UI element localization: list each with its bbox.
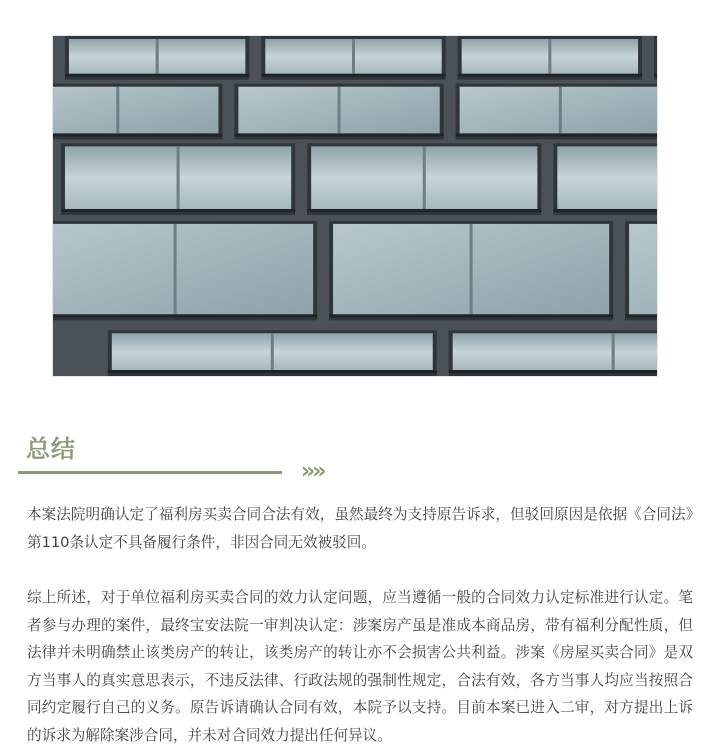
window-sill xyxy=(261,74,445,77)
window-sill xyxy=(65,74,249,77)
window-glass xyxy=(557,146,657,209)
window-mullion xyxy=(559,87,562,134)
window-glass xyxy=(53,87,218,134)
summary-paragraph-1: 本案法院明确认定了福利房买卖合同合法有效，虽然最终为支持原告诉求，但驳回原因是依据《合同法》第110条认定不具备履行条件，非因合同无效被驳回。 xyxy=(27,506,693,551)
window-mullion xyxy=(338,87,341,134)
window-glass xyxy=(460,87,657,134)
window-mullion xyxy=(548,39,551,74)
summary-paragraph-2: 综上所述，对于单位福利房买卖合同的效力认定问题，应当遵循一般的合同效力认定标准进行认定。笔者参与办理的案件，最终宝安法院一审判决认定：涉案房产虽是准成本商品房，带有福利分配性质，但法律并未明确禁止该类房产的转让，该类房产的转让亦不会损害公共利益。涉案《房屋买卖合同》是双方当事人的真实意思表示，不违反法律、行政法规的强制性规定，合法有效，各方当事人均应当按照合同约定履行自己的义务。原告诉请确认合同有效，本院予以支持。目前本案已进入二审，对方提出上诉的诉求为解除案涉合同，并未对合同效力提出任何异议。 xyxy=(27,589,693,744)
window-mullion xyxy=(177,146,180,209)
window-sill xyxy=(108,370,437,373)
window-glass xyxy=(53,224,313,314)
window-sill xyxy=(53,314,317,317)
window-sill xyxy=(61,209,295,212)
window-mullion xyxy=(612,333,615,370)
window-mullion xyxy=(174,224,177,314)
window-mullion xyxy=(156,39,159,74)
window-sill xyxy=(458,74,642,77)
title-underline xyxy=(18,471,282,474)
window-sill xyxy=(625,314,657,317)
window-mullion xyxy=(271,333,274,370)
window-mullion xyxy=(423,146,426,209)
window-sill xyxy=(449,370,657,373)
window-sill xyxy=(307,209,541,212)
window-sill xyxy=(654,74,657,77)
window-mullion xyxy=(470,224,473,314)
glass-facade-illustration xyxy=(53,36,657,376)
window-mullion xyxy=(352,39,355,74)
section-title: 总结 xyxy=(26,435,76,463)
window-glass xyxy=(629,224,657,314)
window-mullion xyxy=(116,87,119,134)
window-sill xyxy=(456,133,657,136)
window-glass xyxy=(453,333,657,370)
window-sill xyxy=(234,133,443,136)
glass-facade-image xyxy=(52,35,658,377)
window-sill xyxy=(329,314,613,317)
window-sill xyxy=(53,133,222,136)
window-frame xyxy=(654,36,657,80)
double-chevron-icon: »» xyxy=(301,459,324,484)
window-sill xyxy=(553,209,657,212)
